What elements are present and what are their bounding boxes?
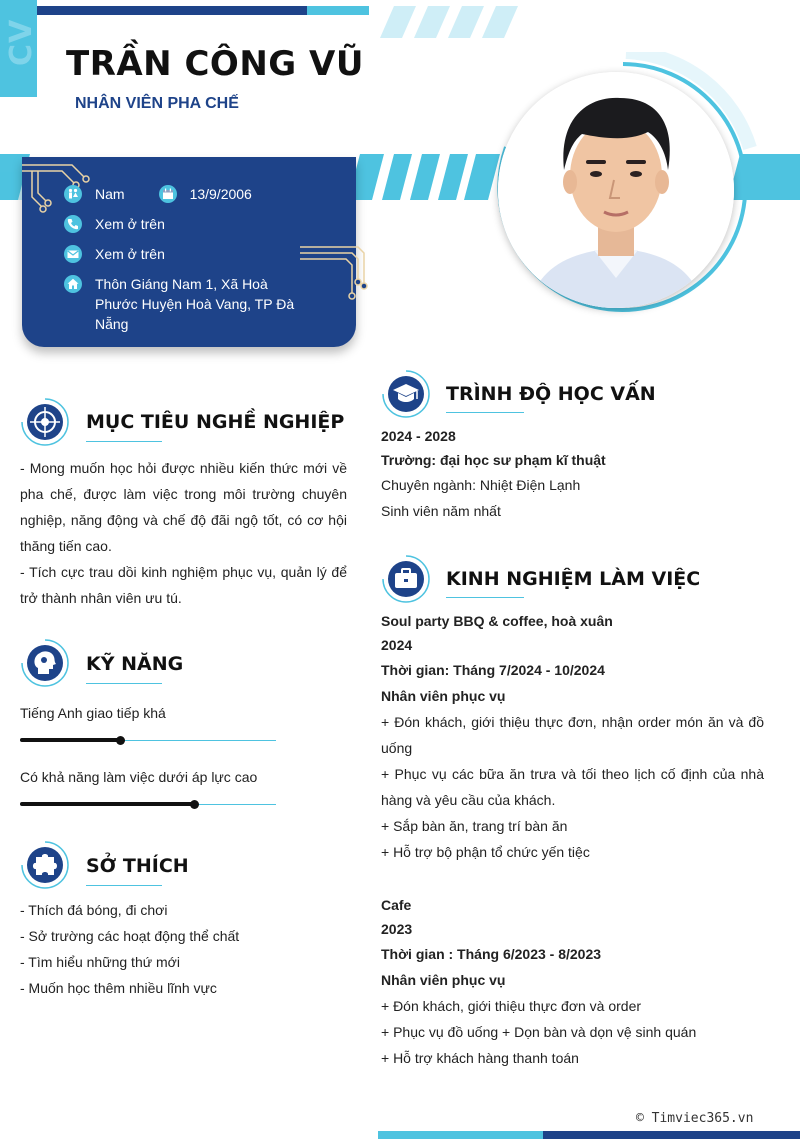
hobbies-title: SỞ THÍCH (86, 855, 189, 877)
hobby-item-3: - Tìm hiểu những thứ mới (20, 954, 180, 970)
hobby-item-4: - Muốn học thêm nhiều lĩnh vực (20, 980, 217, 996)
job-2-time: Thời gian : Tháng 6/2023 - 8/2023 (381, 946, 602, 962)
top-bar-dark (37, 6, 307, 15)
education-title: TRÌNH ĐỘ HỌC VẤN (446, 383, 656, 405)
job-1-year: 2024 (381, 637, 413, 653)
circuit-decoration-right (298, 243, 378, 303)
profile-photo (498, 72, 734, 308)
birthday-value: 13/9/2006 (189, 186, 252, 202)
gender-icon (64, 185, 82, 203)
bottom-bar-light (378, 1131, 543, 1139)
objective-title-underline (86, 441, 162, 442)
education-title-underline (446, 412, 524, 413)
education-school: Trường: đại học sư phạm kĩ thuật (381, 452, 606, 468)
info-phone (64, 214, 165, 234)
job-2-role: Nhân viên phục vụ (381, 972, 506, 988)
job-1-role: Nhân viên phục vụ (381, 688, 506, 704)
calendar-icon (159, 185, 177, 203)
cv-tab (0, 0, 37, 97)
hobby-item-2: - Sở trường các hoạt động thể chất (20, 928, 240, 944)
experience-title-underline (446, 597, 524, 598)
job-1-duty-1: + Đón khách, giới thiệu thực đơn, nhận order món ăn và đồ uống (381, 714, 764, 756)
home-icon (64, 275, 82, 293)
job-1-time: Thời gian: Tháng 7/2024 - 10/2024 (381, 662, 605, 678)
phone-value: Xem ở trên (95, 216, 165, 232)
job-2-company: Cafe (381, 897, 412, 913)
graduation-cap-icon (381, 369, 431, 419)
hobbies-title-underline (86, 885, 162, 886)
info-email (64, 244, 165, 264)
cv-label: CV (4, 18, 39, 66)
job-1-duty-3: + Sắp bàn ăn, trang trí bàn ăn (381, 818, 568, 834)
skill-2-handle (190, 800, 199, 809)
objective-paragraph-1: - Mong muốn học hỏi được nhiều kiến thức mới về pha chế, được làm việc trong môi trường chuyên nghiệp, năng động và chế độ đãi ngộ tốt, có cơ hội thăng tiến cao. (20, 460, 347, 554)
info-gender-birthday (64, 184, 252, 204)
watermark: © Timviec365.vn (636, 1111, 754, 1126)
briefcase-icon (381, 554, 431, 604)
job-title: NHÂN VIÊN PHA CHẾ (75, 95, 239, 112)
puzzle-icon (20, 840, 70, 890)
skill-1-fill (20, 738, 120, 742)
address-line-2: Phước Huyện Hoà Vang, TP Đà (95, 296, 295, 312)
job-2-duty-1: + Đón khách, giới thiệu thực đơn và order (381, 998, 642, 1014)
address-value (95, 274, 294, 334)
job-1-duty-2: + Phục vụ các bữa ăn trưa và tối theo lịch cố định của nhà hàng và yêu cầu của khách. (381, 766, 764, 808)
job-2-year: 2023 (381, 921, 413, 937)
address-line-1: Thôn Giáng Nam 1, Xã Hoà (95, 276, 268, 292)
objective-title: MỤC TIÊU NGHỀ NGHIỆP (86, 411, 345, 433)
skills-title: KỸ NĂNG (86, 653, 184, 675)
skill-2-fill (20, 802, 194, 806)
skill-1-handle (116, 736, 125, 745)
hobby-item-1: - Thích đá bóng, đi chơi (20, 902, 168, 918)
personal-info-card (22, 157, 356, 347)
phone-icon (64, 215, 82, 233)
email-icon (64, 245, 82, 263)
top-bar-light (307, 6, 369, 15)
education-major: Chuyên ngành: Nhiệt Điện Lạnh (381, 477, 581, 493)
job-1-duty-4: + Hỗ trợ bộ phận tổ chức yến tiệc (381, 844, 590, 860)
education-status: Sinh viên năm nhất (381, 503, 501, 519)
info-address (64, 274, 294, 334)
email-value: Xem ở trên (95, 246, 165, 262)
top-stripes (380, 6, 520, 38)
education-years: 2024 - 2028 (381, 428, 456, 444)
job-1-company: Soul party BBQ & coffee, hoà xuân (381, 613, 613, 629)
bottom-bar-dark (543, 1131, 800, 1139)
skills-title-underline (86, 683, 162, 684)
experience-title: KINH NGHIỆM LÀM VIỆC (446, 568, 701, 590)
address-line-3: Nẵng (95, 316, 129, 332)
objective-paragraph-2: - Tích cực trau dồi kinh nghiệm phục vụ, quản lý để trở thành nhân viên ưu tú. (20, 564, 347, 606)
job-2-duty-2: + Phục vụ đồ uống + Dọn bàn và dọn vệ sinh quán (381, 1024, 697, 1040)
candidate-name: TRẦN CÔNG VŨ (66, 44, 364, 84)
portrait-illustration (498, 72, 734, 308)
skill-2-name: Có khả năng làm việc dưới áp lực cao (20, 769, 258, 785)
gender-value: Nam (95, 186, 125, 202)
brain-icon (20, 638, 70, 688)
target-icon (20, 397, 70, 447)
job-2-duty-3: + Hỗ trợ khách hàng thanh toán (381, 1050, 579, 1066)
skill-1-name: Tiếng Anh giao tiếp khá (20, 705, 166, 721)
